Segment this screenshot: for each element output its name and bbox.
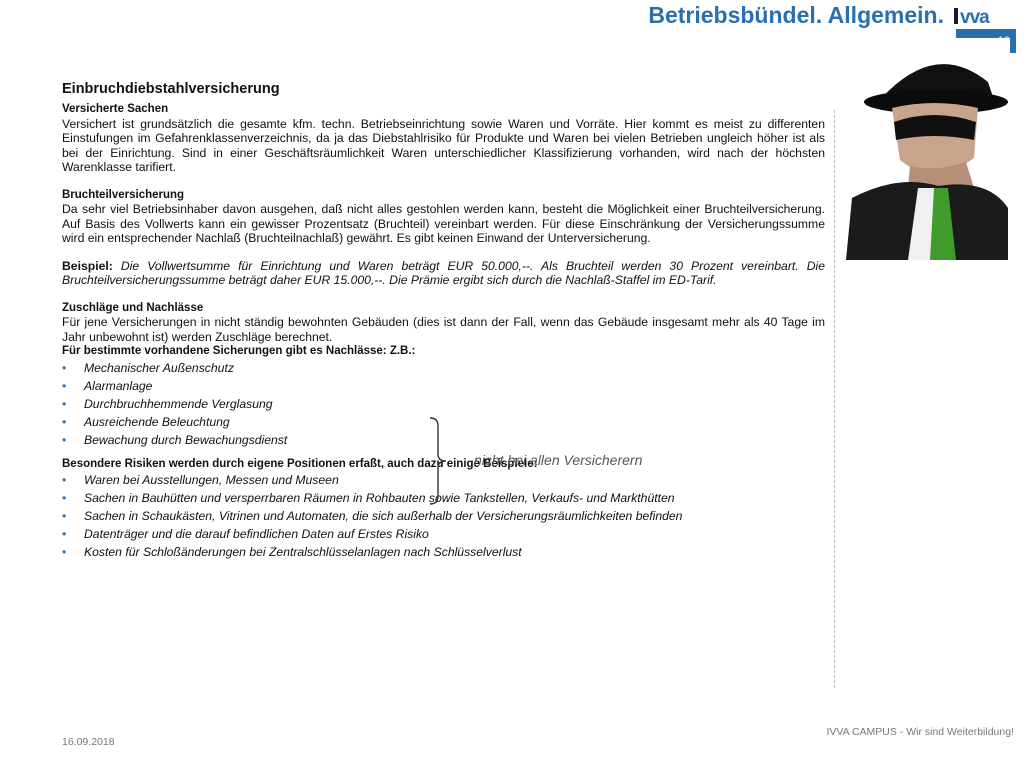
bullet-icon: • bbox=[62, 509, 67, 523]
bullet-icon: • bbox=[62, 432, 67, 447]
list-item: • Bewachung durch Bewachungsdienst bbox=[62, 432, 288, 447]
risks-intro: Besondere Risiken werden durch eigene Positionen erfaßt, auch dazu einige Beispiele: bbox=[62, 457, 538, 470]
vertical-divider bbox=[834, 110, 835, 688]
list-item: • Sachen in Schaukästen, Vitrinen und Automaten, die sich außerhalb der Versicherungsräumlichkeiten befinden bbox=[62, 509, 683, 523]
burglar-photo bbox=[838, 38, 1010, 260]
list-item: • Datenträger und die darauf befindlichen Daten auf Erstes Risiko bbox=[62, 527, 429, 541]
bullet-icon: • bbox=[62, 360, 67, 375]
list-item: • Sachen in Bauhütten und versperrbaren Räumen in Rohbauten sowie Tankstellen, Verkaufs- und Markthütten bbox=[62, 491, 675, 505]
footer-date: 16.09.2018 bbox=[62, 736, 115, 748]
example-text: Die Vollwertsumme für Einrichtung und Waren beträgt EUR 50.000,--. Als Bruchteil werden 30 Prozent vereinbart. Die Bruchteilversicherungssumme beträgt daher EUR 15.000,--. Die Prämie ergibt sich durch die Nachlaß-Staffel im ED-Tarif. bbox=[62, 258, 825, 287]
heading-bruchteilversicherung: Bruchteilversicherung bbox=[62, 188, 185, 201]
paragraph-versicherte-sachen: Versichert ist grundsätzlich die gesamte kfm. techn. Betriebseinrichtung sowie Waren und Vorräte. Hier kommt es meist zu differenten Einstufungen im Gefahrenklassenverzeichnis, da ja das Diebstahlrisiko für Produkte und Waren bei vielen Betrieben ungleich höher ist als bei der Einrichtung. Sind in einer Geschäftsräumlichkeit Waren unterschiedlicher Klassifizierung vorhanden, wird nach der höchsten Warenklasse tarifiert. bbox=[62, 116, 825, 174]
brace-note: nicht bei allen Versicherern bbox=[474, 452, 643, 468]
bullet-icon: • bbox=[62, 545, 67, 559]
footer-tagline: IVVA CAMPUS - Wir sind Weiterbildung! bbox=[826, 726, 1014, 738]
svg-text:vva: vva bbox=[960, 7, 989, 26]
bullet-icon: • bbox=[62, 396, 67, 411]
slide-title: Betriebsbündel. Allgemein. bbox=[648, 2, 944, 28]
discounts-intro: Für bestimmte vorhandene Sicherungen gibt es Nachlässe: Z.B.: bbox=[62, 345, 416, 357]
list-item: • Waren bei Ausstellungen, Messen und Museen bbox=[62, 473, 339, 487]
right-brace-icon bbox=[428, 416, 450, 506]
bullet-icon: • bbox=[62, 527, 67, 541]
list-item: • Alarmanlage bbox=[62, 378, 153, 393]
example-label: Beispiel: bbox=[62, 258, 113, 273]
bullet-icon: • bbox=[62, 414, 67, 429]
paragraph-bruchteilversicherung: Da sehr viel Betriebsinhaber davon ausgehen, daß nicht alles gestohlen werden kann, besteht die Möglichkeit einer Bruchteilversicherung. Auf Basis des Vollwerts kann ein gewisser Prozentsatz (Bruchteil) vereinbart werden. Für diese Einschränkung der Versicherungssumme wird ein entsprechender Nachlaß (Bruchteilnachlaß) gewährt. Es gibt keinen Einwand der Unterversicherung. bbox=[62, 202, 825, 245]
paragraph-zuschlaege: Für jene Versicherungen in nicht ständig bewohnten Gebäuden (dies ist dann der Fall, wenn das Gebäude insgesamt mehr als 40 Tage im Jahr unbewohnt ist) werden Zuschläge berechnet. bbox=[62, 315, 825, 344]
bullet-icon: • bbox=[62, 378, 67, 393]
list-item: • Durchbruchhemmende Verglasung bbox=[62, 396, 273, 411]
bullet-icon: • bbox=[62, 491, 67, 505]
example-paragraph bbox=[62, 259, 825, 288]
bullet-icon: • bbox=[62, 473, 67, 487]
list-item: • Kosten für Schloßänderungen bei Zentralschlüsselanlagen nach Schlüsselverlust bbox=[62, 545, 522, 559]
heading-versicherte-sachen: Versicherte Sachen bbox=[62, 103, 169, 115]
section-title: Einbruchdiebstahlversicherung bbox=[62, 81, 280, 97]
heading-zuschlaege: Zuschläge und Nachlässe bbox=[62, 301, 204, 314]
ivva-logo bbox=[954, 6, 1018, 26]
list-item: • Mechanischer Außenschutz bbox=[62, 360, 234, 375]
list-item: • Ausreichende Beleuchtung bbox=[62, 414, 230, 429]
